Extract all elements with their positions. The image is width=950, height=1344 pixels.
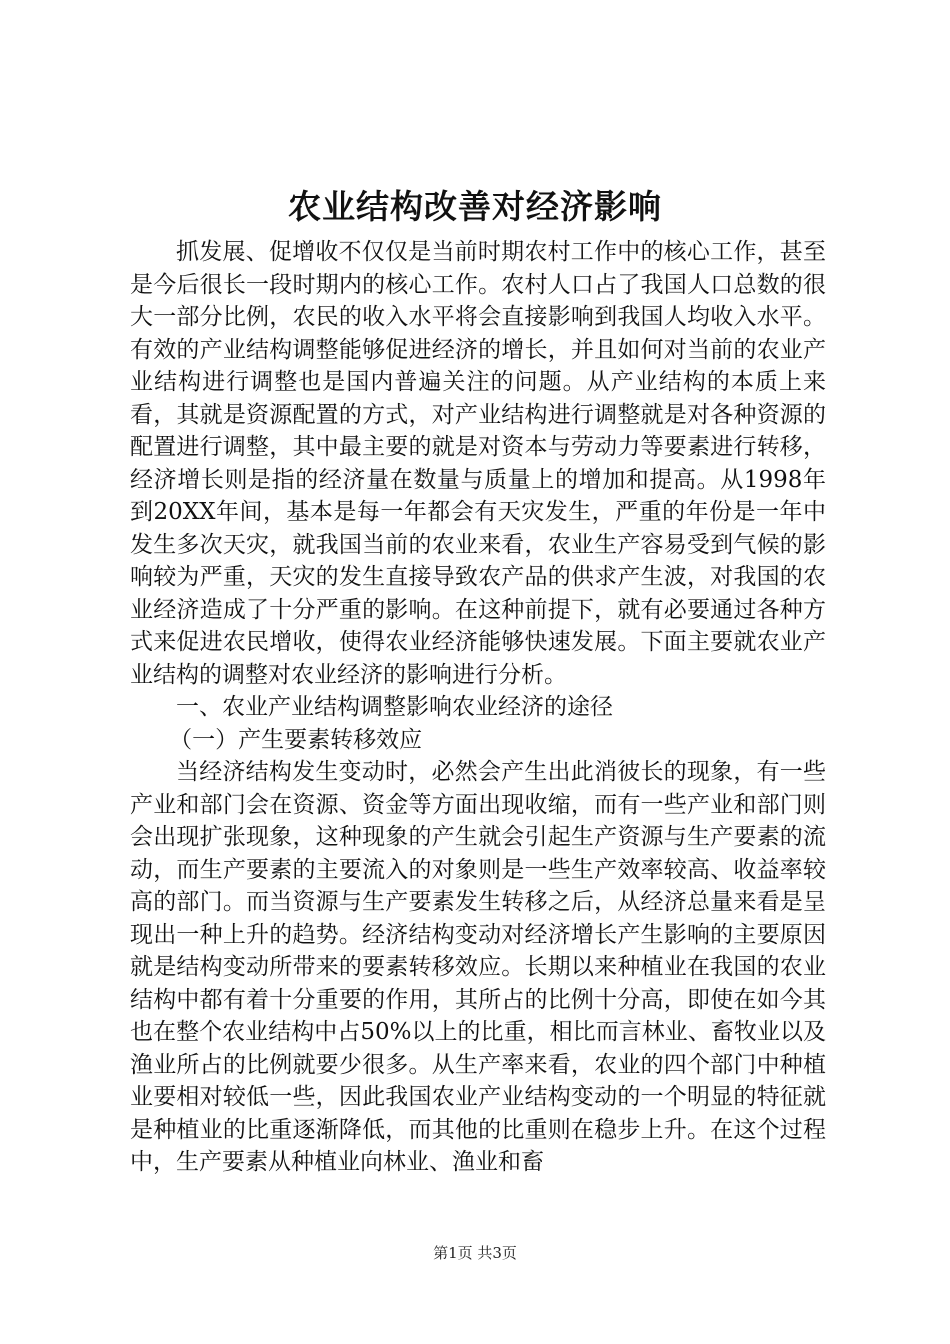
subsection-paragraph: 当经济结构发生变动时，必然会产生出此消彼长的现象，有一些产业和部门会在资源、资金等方面出现收缩，而有一些产业和部门则会出现扩张现象，这种现象的产生就会引起生产资源与生产要素的流动，而生产要素的主要流入的对象则是一些生产效率较高、收益率较高的部门。而当资源与生产要素发生转移之后，从经济总量来看是呈现出一种上升的趋势。经济结构变动对经济增长产生影响的主要原因就是结构变动所带来的要素转移效应。长期以来种植业在我国的农业结构中都有着十分重要的作用，其所占的比例十分高，即使在如今其也在整个农业结构中占50%以上的比重，相比而言林业、畜牧业以及渔业所占的比例就要少很多。从生产率来看，农业的四个部门中种植业要相对较低一些，因此我国农业产业结构变动的一个明显的特征就是种植业的比重逐渐降低，而其他的比重则在稳步上升。在这个过程中，生产要素从种植业向林业、渔业和畜 bbox=[130, 759, 826, 1175]
section-heading: 一、农业产业结构调整影响农业经济的途径 bbox=[176, 694, 613, 720]
document-title: 农业结构改善对经济影响 bbox=[288, 187, 662, 226]
page-footer: 第1页 共3页 bbox=[433, 1244, 517, 1262]
subsection-heading: （一）产生要素转移效应 bbox=[169, 726, 423, 753]
document-body bbox=[130, 236, 826, 1179]
intro-paragraph: 抓发展、促增收不仅仅是当前时期农村工作中的核心工作，甚至是今后很长一段时期内的核心工作。农村人口占了我国人口总数的很大一部分比例，农民的收入水平将会直接影响到我国人均收入水平。有效的产业结构调整能够促进经济的增长，并且如何对当前的农业产业结构进行调整也是国内普遍关注的问题。从产业结构的本质上来看，其就是资源配置的方式，对产业结构进行调整就是对各种资源的配置进行调整，其中最主要的就是对资本与劳动力等要素进行转移，经济增长则是指的经济量在数量与质量上的增加和提高。从1998年到20XX年间，基本是每一年都会有天灾发生，严重的年份是一年中发生多次天灾，就我国当前的农业来看，农业生产容易受到气候的影响较为严重，天灾的发生直接导致农产品的供求产生波，对我国的农业经济造成了十分严重的影响。在这种前提下，就有必要通过各种方式来促进农民增收，使得农业经济能够快速发展。下面主要就农业产业结构的调整对农业经济的影响进行分析。 bbox=[130, 239, 826, 688]
